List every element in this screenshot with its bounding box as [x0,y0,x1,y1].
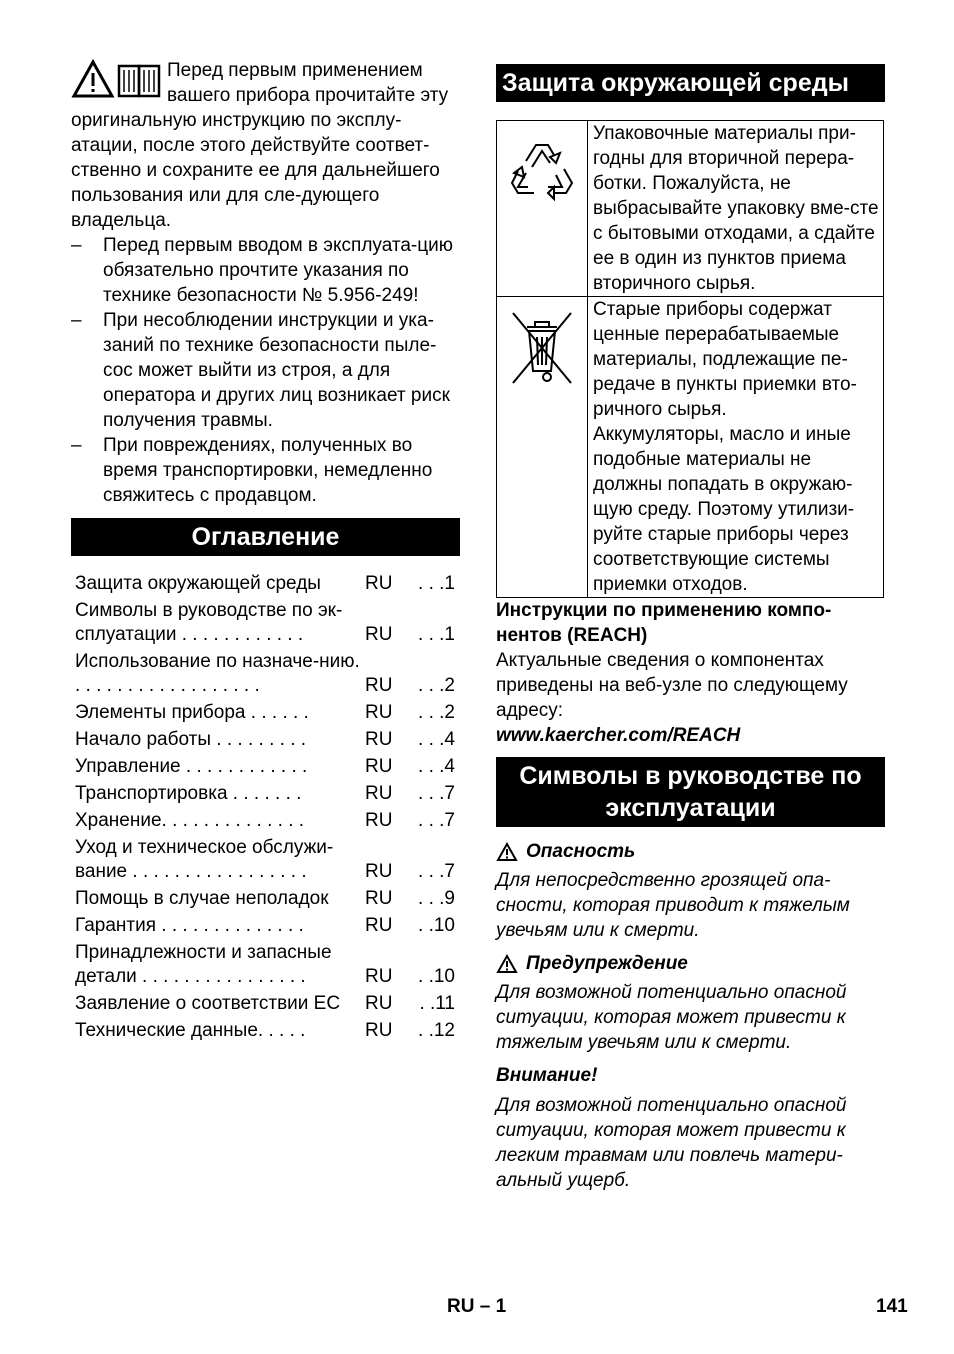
toc-row[interactable]: Начало работы . . . . . . . . . RU . . .4 [75,729,455,750]
intro-block [71,58,460,233]
toc-row[interactable]: Помощь в случае неполадок RU . . .9 [75,888,455,909]
toc-row[interactable]: Транспортировка . . . . . . . RU . . .7 [75,783,455,804]
toc-heading: Оглавление [71,518,460,556]
reach-heading: Инструкции по применению компо-нентов (REACH) [496,600,832,646]
weee-text: Старые приборы содержат ценные перерабатываемые материалы, подлежащие пе-редаче в пункты приемки вто-ричного сырья. Аккумуляторы, масло и иные подобные материалы не должны попадать в окружаю-щую среду. Поэтому утилизи-руйте старые приборы через соответствующие системы приемки отходов. [588,297,884,598]
toc-row[interactable]: Элементы прибора . . . . . . RU . . .2 [75,702,455,723]
page-code: RU – 1 [447,1296,507,1317]
warning-triangle-icon [496,842,518,862]
environment-heading: Защита окружающей среды [496,64,885,102]
toc-row[interactable]: Символы в руководстве по эк-сплуатации . . . . . . . . . . . . RU . . .1 [75,600,455,645]
toc-row[interactable]: Управление . . . . . . . . . . . . RU . . .4 [75,756,455,777]
toc-row[interactable]: Хранение. . . . . . . . . . . . . . RU . . .7 [75,810,455,831]
reach-url-link[interactable]: www.kaercher.com/REACH [496,725,741,746]
danger-heading: Опасность [496,839,885,864]
toc-row[interactable]: Уход и техническое обслужи-вание . . . . . . . . . . . . . . . . . RU . . .7 [75,837,455,882]
list-item: – При несоблюдении инструкции и ука-заний по технике безопасности пыле-сос может выйти из строя, а для оператора и других лиц возникает риск получения травмы. [71,310,450,431]
table-of-contents [71,572,460,1043]
warning-heading: Предупреждение [496,951,885,976]
toc-row[interactable]: Защита окружающей среды RU . . .1 [75,573,455,594]
intro-bullets [71,233,460,508]
toc-row[interactable]: Заявление о соответствии ЕС RU . .11 [75,993,455,1014]
toc-row[interactable]: Гарантия . . . . . . . . . . . . . . RU . .10 [75,915,455,936]
right-column [496,58,885,1193]
left-column [71,58,460,1046]
intro-icons [71,58,163,104]
crossed-bin-icon [507,307,577,387]
list-item: – Перед первым вводом в эксплуата-цию обязательно прочтите указания по технике безопасности № 5.956-249! [71,235,453,306]
list-item: – При повреждениях, полученных во время транспортировки, немедленно свяжитесь с продавцом. [71,435,433,506]
warning-triangle-icon [496,954,518,974]
manual-book-icon [119,66,159,96]
warning-triangle-icon [71,58,163,100]
toc-row[interactable]: Технические данные. . . . . RU . .12 [75,1020,455,1041]
symbols-block [496,839,885,1193]
recycle-text: Упаковочные материалы при-годны для вторичной перера-ботки. Пожалуйста, не выбрасывайте упаковку вме-сте с бытовыми отходами, а сдайте ее в один из пунктов приема вторичного сырья. [588,121,884,297]
toc-row[interactable]: Использование по назначе-нию. . . . . . . . . . . . . . . . . . . RU . . .2 [75,651,455,696]
toc-row[interactable]: Принадлежности и запасные детали . . . . . . . . . . . . . . . . RU . .10 [75,942,455,987]
danger-text: Для непосредственно грозящей опа-сности, которая приводит к тяжелым увечьям или к смерти. [496,870,850,941]
page-number: 141 [876,1296,908,1317]
caution-heading: Внимание! [496,1065,598,1086]
recycle-icon [504,131,580,211]
recycle-cell [497,121,588,297]
warning-text: Для возможной потенциально опасной ситуации, которая может привести к тяжелым увечьям или к смерти. [496,982,847,1053]
caution-text: Для возможной потенциально опасной ситуации, которая может привести к легким травмам или повлечь матери-альный ущерб. [496,1095,847,1191]
reach-text: Актуальные сведения о компонентах приведены на веб-узле по следующему адресу: [496,650,848,721]
intro-text: Перед первым применением вашего прибора прочитайте эту оригинальную инструкцию по эксплу-атации, после этого действуйте соответ-ственно и сохраните ее для дальнейшего пользования или для сле-дующего владельца. [71,60,449,231]
symbols-heading: Символы в руководстве по эксплуатации [496,757,885,827]
weee-cell [497,297,588,598]
environment-table [496,120,884,598]
